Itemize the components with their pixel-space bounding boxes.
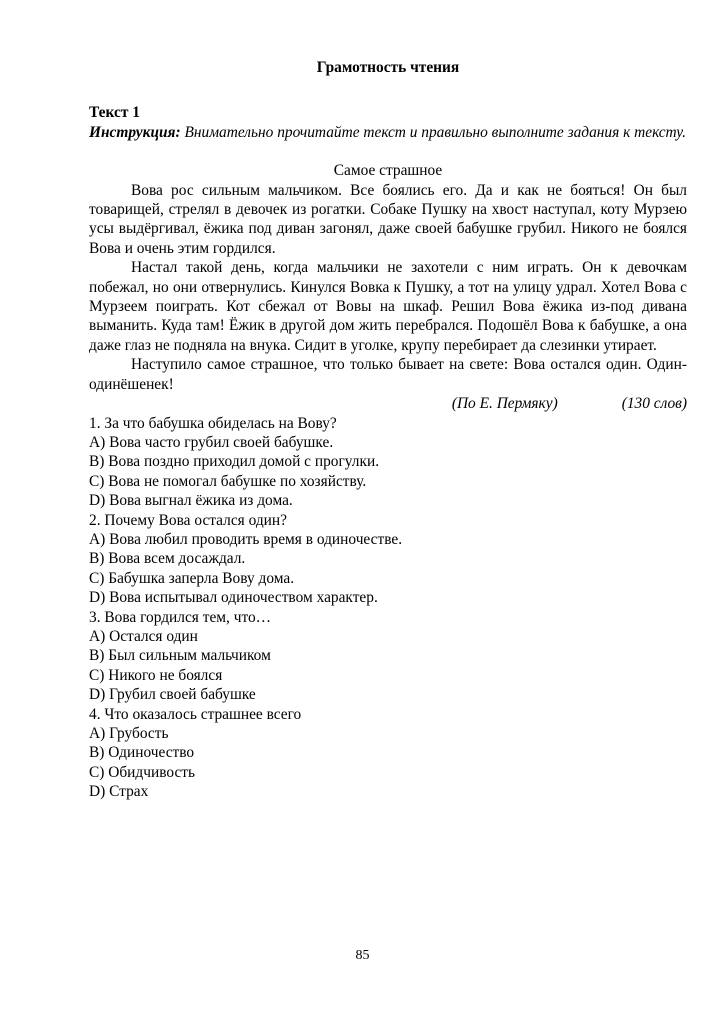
question-block <box>89 414 687 511</box>
answer-option: D) Вова испытывал одиночеством характер. <box>89 589 378 607</box>
page-number: 85 <box>355 948 370 963</box>
answer-option: D) Страх <box>89 783 149 801</box>
question-text: 4. Что оказалось страшнее всего <box>89 705 302 723</box>
story-paragraph: Вова рос сильным мальчиком. Все боялись его. Да и как не бояться! Он был товарищей, стрелял в девочек из рогатки. Собаке Пушку на хвост наступал, коту Мурзею усы выдёргивал, ёжика под диван загонял, даже своей бабушке грубил. Никого не боялся Вова и очень этим гордился. <box>89 181 687 257</box>
question-text: 3. Вова гордился тем, что… <box>89 608 272 626</box>
answer-option: C) Бабушка заперла Вову дома. <box>89 569 295 587</box>
question-text: 2. Почему Вова остался один? <box>89 511 287 529</box>
answer-option: D) Грубил своей бабушке <box>89 686 256 704</box>
answer-option: A) Грубость <box>89 725 169 742</box>
question-text: 1. За что бабушка обиделась на Вову? <box>89 414 337 432</box>
story-paragraph: Наступило самое страшное, что только бывает на свете: Вова остался один. Один-одинёшенек! <box>89 356 687 393</box>
answer-option: C) Вова не помогал бабушке по хозяйству. <box>89 472 367 490</box>
instruction-label: Инструкция: <box>89 123 181 141</box>
answer-option: D) Вова выгнал ёжика из дома. <box>89 492 293 510</box>
answer-option: B) Вова поздно приходил домой с прогулки. <box>89 453 380 471</box>
answer-option: A) Остался один <box>89 627 198 645</box>
answer-option: B) Вова всем досаждал. <box>89 550 246 568</box>
instruction-text: Внимательно прочитайте текст и правильно выполните задания к тексту. <box>184 123 686 141</box>
text-label: Текст 1 <box>89 104 140 122</box>
answer-option: A) Вова часто грубил своей бабушке. <box>89 433 334 451</box>
question-block <box>89 511 687 608</box>
page-title: Грамотность чтения <box>316 59 460 76</box>
answer-option: C) Никого не боялся <box>89 666 223 684</box>
answer-option: A) Вова любил проводить время в одиночестве. <box>89 530 403 548</box>
story-author: (По Е. Пермяку) <box>451 395 558 413</box>
story-paragraph: Настал такой день, когда мальчики не захотели с ним играть. Он к девочкам побежал, но они отвернулись. Кинулся Вовка к Пушку, а тот на улицу удрал. Хотел Вова с Мурзеем поиграть. Кот сбежал от Вовы на шкаф. Решил Вова ёжика из-под дивана выманить. Куда там! Ёжик в другой дом жить перебрался. Подошёл Вова к бабушке, а она даже глаз не подняла на внука. Сидит в уголке, крупу перебирает да слезинки утирает. <box>89 259 687 354</box>
instruction <box>89 123 687 142</box>
answer-option: B) Одиночество <box>89 744 195 762</box>
question-block <box>89 705 687 802</box>
word-count: (130 слов) <box>621 395 687 413</box>
attribution <box>89 394 687 413</box>
story-title: Самое страшное <box>333 162 443 180</box>
question-block <box>89 608 687 705</box>
document-page <box>89 58 687 802</box>
answer-option: C) Обидчивость <box>89 763 196 781</box>
answer-option: B) Был сильным мальчиком <box>89 647 271 665</box>
